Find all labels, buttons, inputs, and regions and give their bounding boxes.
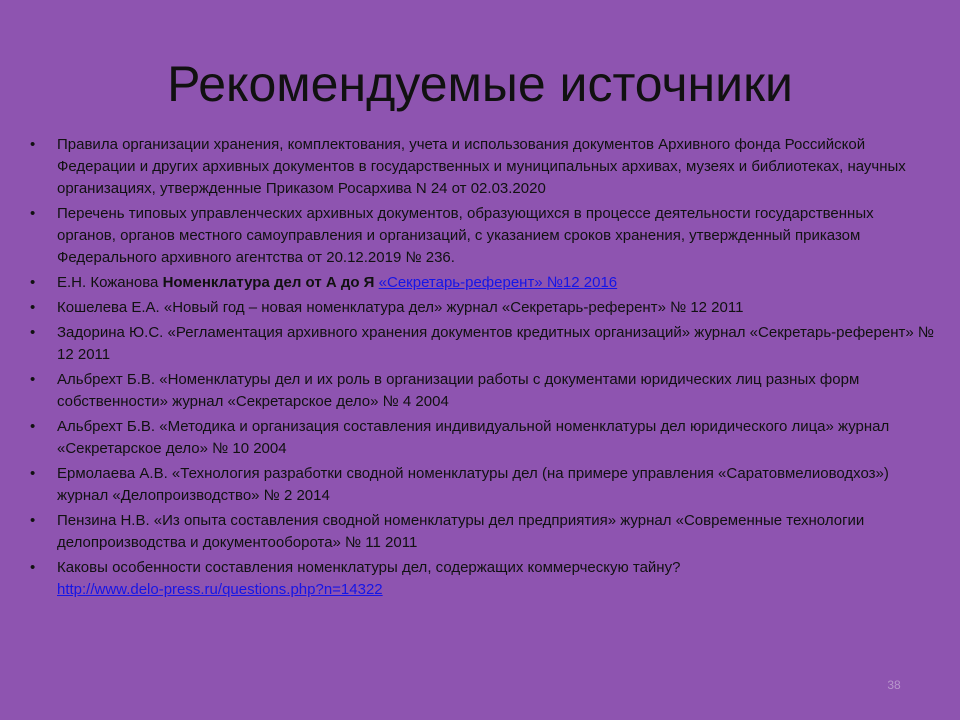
bullet-icon: • xyxy=(30,324,36,341)
list-item xyxy=(30,369,935,413)
list-item xyxy=(30,203,935,269)
bullet-icon: • xyxy=(30,274,36,291)
source-text: Задорина Ю.С. «Регламентация архивного хранения документов кредитных организаций» журнал «Секретарь-референт» № 12 2011 xyxy=(57,324,934,363)
bullet-icon: • xyxy=(30,512,36,529)
list-item xyxy=(30,557,935,601)
source-text: Правила организации хранения, комплектования, учета и использования документов Архивного фонда Российской Федерации и других архивных документов в государственных и муниципальных архивах, музеях и библиотеках, научных организациях, утвержденные Приказом Росархива N 24 от 02.03.2020 xyxy=(57,136,906,197)
source-author: Е.Н. Кожанова xyxy=(57,274,163,291)
list-item xyxy=(30,297,935,319)
source-text: Пензина Н.В. «Из опыта составления сводной номенклатуры дел предприятия» журнал «Современные технологии делопроизводства и документооборота» № 11 2011 xyxy=(57,512,865,551)
source-text: Альбрехт Б.В. «Номенклатуры дел и их роль в организации работы с документами юридических лиц разных форм собственности» журнал «Секретарское дело» № 4 2004 xyxy=(57,371,860,410)
list-item xyxy=(30,134,935,200)
bullet-icon: • xyxy=(30,136,36,153)
slide-title: Рекомендуемые источники xyxy=(167,56,793,112)
source-bold-title: Номенклатура дел от А до Я xyxy=(162,274,375,291)
source-text: Каковы особенности составления номенклатуры дел, содержащих коммерческую тайну? xyxy=(57,559,681,576)
sources-list xyxy=(30,134,935,604)
source-text: Перечень типовых управленческих архивных документов, образующихся в процессе деятельности государственных органов, органов местного самоуправления и организаций, с указанием сроков хранения, утвержденный приказом Федерального архивного агентства от 20.12.2019 № 236. xyxy=(57,205,874,266)
source-url-link[interactable]: http://www.delo-press.ru/questions.php?n=14322 xyxy=(57,581,383,598)
bullet-icon: • xyxy=(30,465,36,482)
bullet-icon: • xyxy=(30,559,36,576)
list-item xyxy=(30,463,935,507)
list-item xyxy=(30,272,935,294)
page-number: 38 xyxy=(887,678,901,692)
source-text: Альбрехт Б.В. «Методика и организация составления индивидуальной номенклатуры дел юридического лица» журнал «Секретарское дело» № 10 2004 xyxy=(57,418,890,457)
source-text: Ермолаева А.В. «Технология разработки сводной номенклатуры дел (на примере управления «Саратовмелиоводхоз») журнал «Делопроизводство» № 2 2014 xyxy=(57,465,889,504)
list-item xyxy=(30,322,935,366)
source-link[interactable]: «Секретарь-референт» №12 2016 xyxy=(378,274,618,291)
bullet-icon: • xyxy=(30,418,36,435)
list-item xyxy=(30,416,935,460)
list-item xyxy=(30,510,935,554)
bullet-icon: • xyxy=(30,205,36,222)
bullet-icon: • xyxy=(30,371,36,388)
source-text: Кошелева Е.А. «Новый год – новая номенклатура дел» журнал «Секретарь-референт» № 12 2011 xyxy=(57,299,744,316)
bullet-icon: • xyxy=(30,299,36,316)
